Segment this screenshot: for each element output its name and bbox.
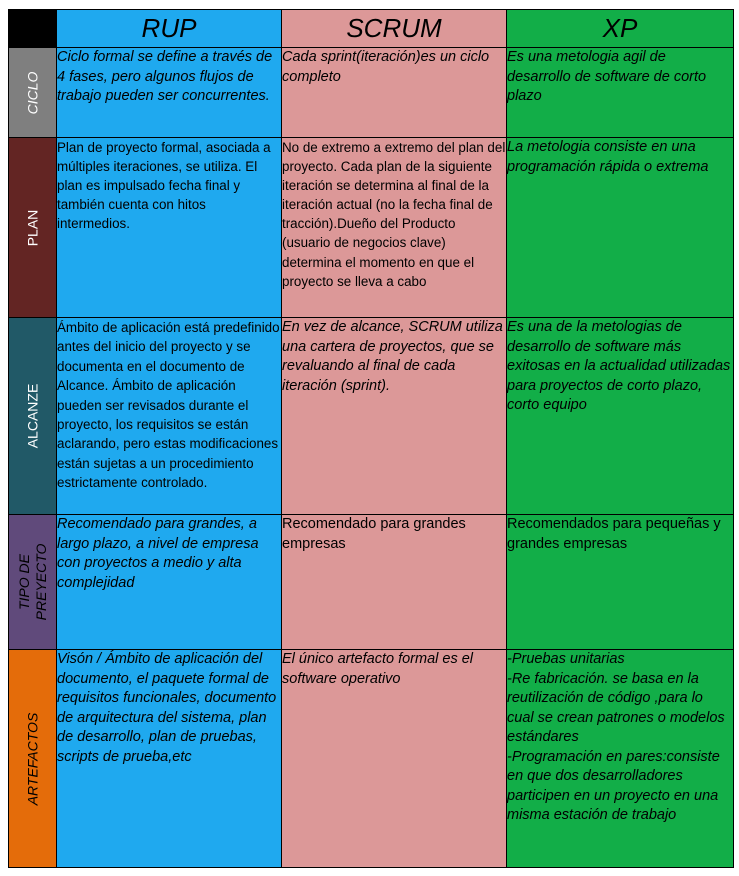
row-label-artefactos-text: ARTEFACTOS: [24, 712, 40, 805]
row-label-plan: [9, 138, 57, 318]
cell-plan-rup: Plan de proyecto formal, asociada a múltiples iteraciones, se utiliza. El plan es impulsado fecha final y también cuenta con hitos intermedios.: [57, 138, 282, 318]
comparison-table: [8, 9, 734, 868]
row-label-tipo-line1: TIPO DE: [15, 553, 32, 611]
corner-cell: [9, 10, 57, 48]
cell-plan-scrum: No de extremo a extremo del plan del proyecto. Cada plan de la siguiente iteración se determina al final de la iteración actual (no la fecha final de tracción).Dueño del Producto (usuario de negocios clave) determina el momento en que el proyecto se lleva a cabo: [282, 138, 507, 318]
cell-ciclo-scrum: Cada sprint(iteración)es un ciclo completo: [282, 48, 507, 138]
cell-tipo-rup: Recomendado para grandes, a largo plazo, a nivel de empresa con proyectos a medio y alta complejidad: [57, 515, 282, 650]
row-label-tipo-line2: PREYECTO: [32, 543, 49, 621]
row-label-alcanze: [9, 318, 57, 515]
cell-alcanze-xp: Es una de la metologias de desarrollo de software más exitosas en la actualidad utilizadas para proyectos de corto plazo, corto equipo: [507, 318, 734, 515]
row-label-plan-text: PLAN: [24, 209, 40, 246]
row-label-alcanze-text: ALCANZE: [24, 383, 40, 449]
row-label-artefactos: [9, 650, 57, 868]
header-xp: XP: [507, 10, 734, 48]
cell-ciclo-xp: Es una metologia agil de desarrollo de software de corto plazo: [507, 48, 734, 138]
header-rup: RUP: [57, 10, 282, 48]
cell-tipo-xp: Recomendados para pequeñas y grandes empresas: [507, 515, 734, 650]
cell-ciclo-rup: Ciclo formal se define a través de 4 fases, pero algunos flujos de trabajo pueden ser concurrentes.: [57, 48, 282, 138]
cell-alcanze-rup: Ámbito de aplicación está predefinido antes del inicio del proyecto y se documenta en el documento de Alcance. Ámbito de aplicación pueden ser revisados durante el proyecto, los requisitos se están aclarando, pero estas modificaciones están sujetas a un procedimiento estrictamente controlado.: [57, 318, 282, 515]
row-label-ciclo: [9, 48, 57, 138]
row-label-tipo-text: [16, 544, 50, 621]
cell-artefactos-rup: Visón / Ámbito de aplicación del documento, el paquete formal de requisitos funcionales, documento de arquitectura del sistema, plan de desarrollo, plan de pruebas, scripts de prueba,etc: [57, 650, 282, 868]
cell-alcanze-scrum: En vez de alcance, SCRUM utiliza una cartera de proyectos, que se revaluando al final de cada iteración (sprint).: [282, 318, 507, 515]
cell-tipo-scrum: Recomendado para grandes empresas: [282, 515, 507, 650]
cell-artefactos-scrum: El único artefacto formal es el software operativo: [282, 650, 507, 868]
header-scrum: SCRUM: [282, 10, 507, 48]
cell-plan-xp: La metologia consiste en una programación rápida o extrema: [507, 138, 734, 318]
row-label-ciclo-text: CICLO: [24, 71, 40, 114]
cell-artefactos-xp: -Pruebas unitarias -Re fabricación. se basa en la reutilización de código ,para lo cual se crean patrones o modelos estándares -Programación en pares:consiste en que dos desarrolladores participen en un proyecto en una misma estación de trabajo: [507, 650, 734, 868]
row-label-tipo: [9, 515, 57, 650]
